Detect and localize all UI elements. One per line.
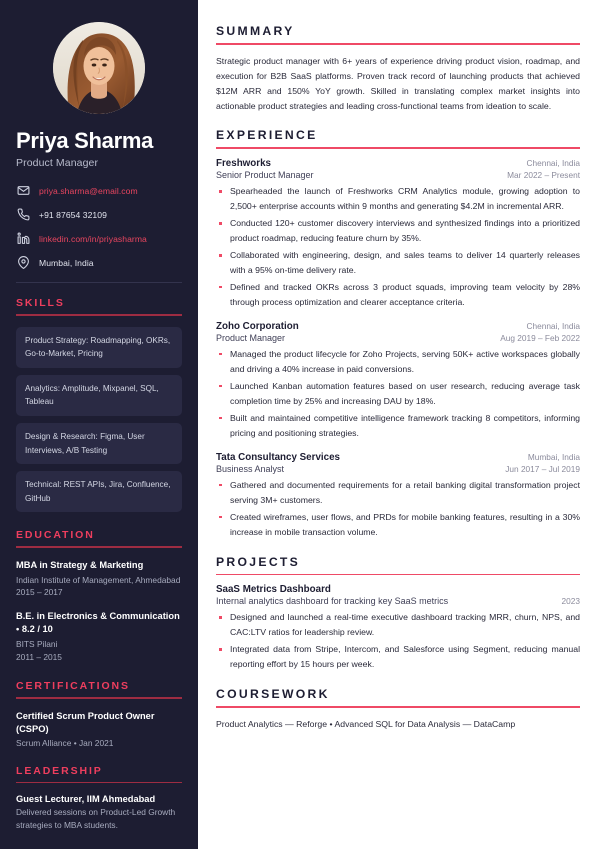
experience-company: Freshworks	[216, 158, 271, 170]
certification-issuer: Scrum Alliance • Jan 2021	[16, 737, 114, 748]
candidate-name: Priya Sharma	[16, 128, 154, 153]
certifications-section	[16, 680, 182, 748]
experience-subheader	[216, 464, 580, 474]
projects-heading: PROJECTS	[216, 554, 301, 569]
bullet: Spearheaded the launch of Freshworks CRM Analytics module, growing adoption to 2,500+ enterprise accounts within 9 months and generating $4.2M in incremental ARR.	[216, 184, 580, 214]
leadership-item	[16, 794, 182, 832]
leadership-rule	[16, 782, 182, 784]
education-degree: B.E. in Electronics & Communication • 8.2 / 10	[16, 610, 180, 634]
leadership-description: Delivered sessions on Product-Led Growth strategies to MBA students.	[16, 807, 176, 831]
avatar	[53, 22, 145, 114]
summary-heading: SUMMARY	[216, 24, 295, 38]
skills-heading: SKILLS	[16, 297, 65, 310]
bullet: Managed the product lifecycle for Zoho Projects, serving 50K+ active workspaces globally and driving a 40% increase in paid conversions.	[216, 347, 580, 377]
project-year: 2023	[561, 596, 580, 607]
linkedin-icon	[16, 232, 30, 246]
projects-section	[216, 555, 580, 672]
experience-subheader	[216, 333, 580, 343]
bullet: Created wireframes, user flows, and PRDs for mobile banking features, resulting in a 30% increase in mobile transaction volume.	[216, 510, 580, 540]
bullet: Designed and launched a real-time executive dashboard tracking MRR, churn, NPS, and CAC:LTV ratios for leadership review.	[216, 610, 580, 640]
education-item	[16, 559, 182, 599]
education-degree: MBA in Strategy & Marketing	[16, 559, 144, 570]
contact-location	[16, 255, 182, 270]
skills-rule	[16, 314, 182, 316]
certifications-rule	[16, 697, 182, 699]
experience-section	[216, 128, 580, 539]
education-section	[16, 529, 182, 663]
education-dates: 2015 – 2017	[16, 587, 63, 598]
experience-rule	[216, 147, 580, 149]
project-subtitle: Internal analytics dashboard for tracking key SaaS metrics	[216, 596, 449, 607]
education-school: Indian Institute of Management, Ahmedabad	[16, 574, 181, 585]
experience-title: Senior Product Manager	[216, 170, 314, 181]
sidebar	[0, 0, 198, 849]
contact-list	[16, 183, 182, 270]
education-item	[16, 610, 182, 663]
coursework-heading: COURSEWORK	[216, 686, 330, 701]
envelope-icon	[16, 184, 30, 198]
contact-phone-text: +91 87654 32109	[39, 209, 107, 220]
project-bullets	[216, 610, 580, 672]
experience-location: Chennai, India	[526, 320, 580, 331]
skill-pill: Technical: REST APIs, Jira, Confluence, GitHub	[16, 471, 182, 512]
bullet: Launched Kanban automation features based on user research, reducing average task completion time by 25% and increasing DAU by 18%.	[216, 379, 580, 409]
experience-item	[216, 158, 580, 310]
location-pin-icon	[16, 256, 30, 270]
experience-item	[216, 452, 580, 540]
bullet: Defined and tracked OKRs across 3 product squads, improving team velocity by 28% through process optimization and clearer acceptance criteria.	[216, 280, 580, 310]
experience-bullets	[216, 347, 580, 441]
experience-bullets	[216, 184, 580, 310]
contact-phone[interactable]	[16, 207, 182, 222]
project-name: SaaS Metrics Dashboard	[216, 584, 331, 596]
phone-icon	[16, 208, 30, 222]
bullet: Collaborated with engineering, design, and sales teams to deliver 14 quarterly releases with a 95% on-time delivery rate.	[216, 248, 580, 278]
candidate-role: Product Manager	[16, 157, 99, 170]
summary-text: Strategic product manager with 6+ years of experience driving product vision, roadmap, and execution for B2B SaaS platforms. Proven track record of launching products that achieved $12M ARR and 150% YoY growth. Skilled in translating complex market insights into actionable product strategies and leading cross-functional teams from ideation to scale.	[216, 55, 580, 111]
projects-rule	[216, 574, 580, 576]
skill-pill: Product Strategy: Roadmapping, OKRs, Go-to-Market, Pricing	[16, 327, 182, 368]
avatar-container	[16, 22, 182, 114]
education-heading: EDUCATION	[16, 529, 95, 542]
coursework-rule	[216, 706, 580, 708]
education-rule	[16, 546, 182, 548]
certification-title: Certified Scrum Product Owner (CSPO)	[16, 710, 155, 734]
contact-linkedin[interactable]	[16, 231, 182, 246]
education-school: BITS Pilani	[16, 639, 58, 649]
contact-email-text: priya.sharma@email.com	[39, 185, 138, 196]
experience-header	[216, 452, 580, 463]
leadership-section	[16, 765, 182, 833]
experience-location: Mumbai, India	[527, 451, 580, 462]
education-dates: 2011 – 2015	[16, 651, 62, 662]
coursework-text: Product Analytics — Reforge • Advanced SQL for Data Analysis — DataCamp	[216, 718, 516, 729]
main-column	[198, 0, 600, 849]
project-subheader	[216, 596, 580, 606]
experience-heading: EXPERIENCE	[216, 128, 318, 143]
coursework-section	[216, 687, 580, 731]
experience-item	[216, 321, 580, 441]
experience-header	[216, 321, 580, 332]
experience-title: Product Manager	[216, 332, 286, 343]
leadership-heading: LEADERSHIP	[16, 764, 103, 777]
project-item	[216, 584, 580, 672]
experience-subheader	[216, 170, 580, 180]
experience-bullets	[216, 478, 580, 540]
experience-dates: Aug 2019 – Feb 2022	[500, 332, 580, 343]
experience-company: Tata Consultancy Services	[216, 451, 340, 463]
experience-header	[216, 158, 580, 169]
contact-location-text: Mumbai, India	[39, 257, 94, 268]
bullet: Conducted 120+ customer discovery interviews and synthesized findings into a prioritized product roadmap, reducing feature churn by 35%.	[216, 216, 580, 246]
certification-item	[16, 710, 182, 748]
bullet: Integrated data from Stripe, Intercom, and Salesforce using Segment, reducing manual reporting effort by 15 hours per week.	[216, 642, 580, 672]
experience-company: Zoho Corporation	[216, 320, 299, 332]
experience-location: Chennai, India	[526, 158, 580, 169]
bullet: Built and maintained competitive intelligence framework tracking 8 competitors, informing pricing and positioning strategies.	[216, 411, 580, 441]
contact-linkedin-text: linkedin.com/in/priyasharma	[39, 233, 147, 244]
skills-section	[16, 297, 182, 512]
sidebar-divider	[16, 282, 182, 283]
experience-title: Business Analyst	[216, 463, 285, 474]
summary-section	[216, 24, 580, 113]
leadership-title: Guest Lecturer, IIM Ahmedabad	[16, 794, 156, 805]
experience-dates: Mar 2022 – Present	[507, 170, 580, 181]
skill-pill: Analytics: Amplitude, Mixpanel, SQL, Tableau	[16, 375, 182, 416]
skill-pill: Design & Research: Figma, User Interviews, A/B Testing	[16, 423, 182, 464]
bullet: Gathered and documented requirements for a retail banking digital transformation project serving 3M+ customers.	[216, 478, 580, 508]
experience-dates: Jun 2017 – Jul 2019	[505, 463, 580, 474]
certifications-heading: CERTIFICATIONS	[16, 680, 130, 693]
summary-rule	[216, 43, 580, 45]
contact-email[interactable]	[16, 183, 182, 198]
